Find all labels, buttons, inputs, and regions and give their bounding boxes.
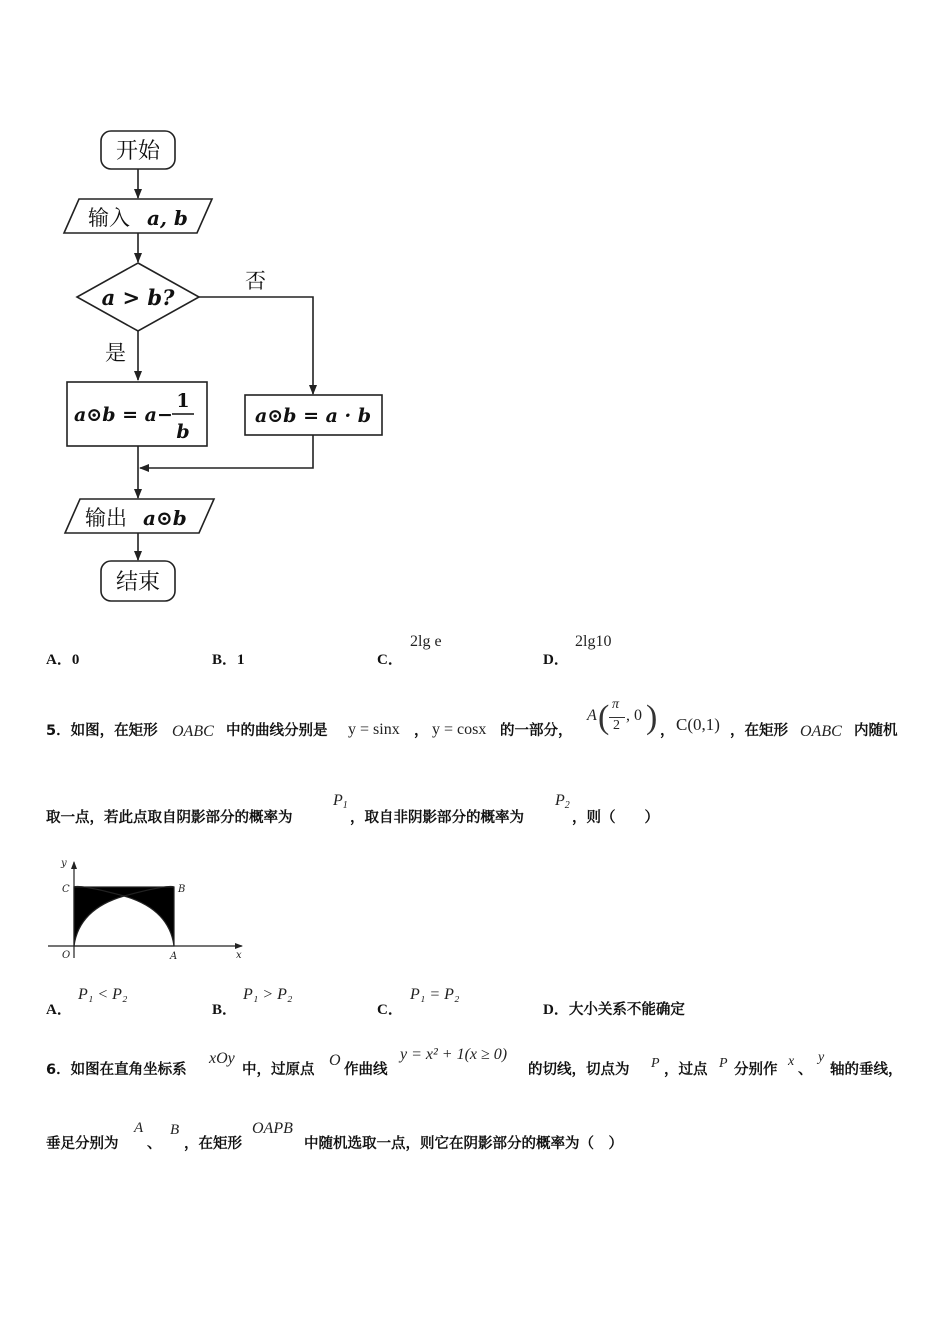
q6-p: P <box>651 1056 660 1071</box>
q6-text: 的切线，切点为 <box>528 1062 630 1078</box>
q5-text: ，在矩形 <box>730 723 788 739</box>
q5-text: 的一部分， <box>500 723 573 739</box>
option-label: D． <box>543 652 569 668</box>
option-label: B． <box>212 652 238 668</box>
left-paren: ( <box>598 699 610 736</box>
left-box-numerator: 1 <box>176 390 190 412</box>
q5-text: 中的曲线分别是 <box>226 723 328 739</box>
q5-point-a-num: π <box>612 697 620 712</box>
flowchart <box>0 0 420 620</box>
right-box-expr: a⊙b = a · b <box>254 405 372 427</box>
q5-text: ，则（ ） <box>572 810 659 826</box>
input-label: 输入 <box>88 206 130 230</box>
q5-text: 取一点，若此点取自阴影部分的概率为 <box>46 810 293 826</box>
option-label: A． <box>46 1002 72 1018</box>
shaded-region-right <box>124 887 174 946</box>
q5-text: ， <box>414 723 429 739</box>
q6-sys: xOy <box>209 1050 235 1067</box>
q5-text: 5．如图，在矩形 <box>46 723 158 739</box>
fig-o-label: O <box>62 950 71 961</box>
q5-point-c: C(0,1) <box>676 715 720 734</box>
q6-o: O <box>329 1052 341 1069</box>
q6-text: 中，过原点 <box>242 1062 315 1078</box>
q5-option-c <box>377 998 403 1019</box>
output-label: 输出 <box>85 506 127 530</box>
end-label: 结束 <box>115 570 161 595</box>
q6-text: 作曲线 <box>344 1062 388 1078</box>
left-box-expr: a⊙b = a− <box>74 404 173 426</box>
option-value: 大小关系不能确定 <box>568 1002 685 1018</box>
q6-text: 、 <box>798 1062 813 1078</box>
q5-rect: OABC <box>172 723 214 740</box>
q6-x: x <box>788 1054 795 1069</box>
q6-b: B <box>170 1122 180 1138</box>
q6-text: 垂足分别为 <box>46 1136 119 1152</box>
fig-a-label: A <box>170 951 178 962</box>
q5-point-a-rest: , 0 <box>626 707 642 724</box>
q6-p2: P <box>719 1056 728 1071</box>
q6-line1 <box>46 1044 916 1080</box>
yes-label: 是 <box>105 341 126 365</box>
q5-text: ，取自非阴影部分的概率为 <box>350 810 524 826</box>
q5-option-a-expr: P₁ < P₂ <box>78 986 128 1003</box>
q5-curve2: y = cosx <box>432 721 487 738</box>
left-box-denominator: b <box>176 421 190 443</box>
fig-b-label: B <box>178 884 186 895</box>
option-label: D． <box>543 1002 569 1018</box>
q6-text: 、 <box>147 1136 162 1152</box>
output-expr: a⊙b <box>143 506 187 530</box>
q5-line1 <box>46 697 916 755</box>
fig-c-label: C <box>62 884 70 895</box>
shaded-region-left <box>74 887 124 946</box>
q5-p2: $P_2$ <box>555 792 570 811</box>
q5-point-a-name: A <box>587 707 597 724</box>
q5-line2 <box>46 792 746 828</box>
q6-a: A <box>134 1120 144 1136</box>
fig-x-label: x <box>236 950 242 961</box>
q4-option-d <box>543 648 569 669</box>
right-paren: ) <box>646 699 658 736</box>
q4-option-b <box>212 648 245 669</box>
q4-option-c-value: 2lg e <box>410 633 442 650</box>
q6-text: 中随机选取一点，则它在阴影部分的概率为（ ） <box>304 1136 623 1152</box>
input-vars: a, b <box>147 206 188 230</box>
q5-option-b <box>212 998 237 1019</box>
q5-figure <box>44 854 254 966</box>
q6-text: ，过点 <box>664 1062 708 1078</box>
q5-option-c-expr: P₁ = P₂ <box>410 986 460 1003</box>
q5-option-a <box>46 998 72 1019</box>
option-label: B． <box>212 1002 238 1018</box>
option-label: A． <box>46 652 72 668</box>
option-value: 1 <box>237 652 245 668</box>
q5-option-b-expr: P₁ > P₂ <box>243 986 293 1003</box>
decision-label: a > b? <box>101 285 175 310</box>
input-box <box>64 199 212 233</box>
q6-text: 6．如图在直角坐标系 <box>46 1062 187 1078</box>
q5-curve1: y = sinx <box>348 721 400 738</box>
q4-option-a <box>46 648 79 669</box>
q6-text: 轴的垂线， <box>830 1062 903 1078</box>
q5-option-d <box>543 998 685 1019</box>
q4-option-c <box>377 648 403 669</box>
q5-point-a-den: 2 <box>613 718 620 733</box>
start-label: 开始 <box>115 139 161 164</box>
q6-text: 分别作 <box>734 1062 778 1078</box>
q5-text: 内随机 <box>854 723 898 739</box>
option-label: C． <box>377 1002 403 1018</box>
q5-p1: $P_1$ <box>333 792 348 811</box>
q6-rect: OAPB <box>252 1120 293 1137</box>
q6-text: ，在矩形 <box>184 1136 242 1152</box>
q6-y: y <box>818 1050 825 1065</box>
no-label: 否 <box>245 269 266 293</box>
q5-rect2: OABC <box>800 723 842 740</box>
option-label: C． <box>377 652 403 668</box>
option-value: 0 <box>71 652 80 668</box>
q5-text: ， <box>660 723 675 739</box>
fig-y-label: y <box>61 858 67 869</box>
q6-line2 <box>46 1118 746 1154</box>
q4-option-d-value: 2lg10 <box>575 633 612 650</box>
q6-curve: y = x² + 1(x ≥ 0) <box>400 1046 508 1063</box>
